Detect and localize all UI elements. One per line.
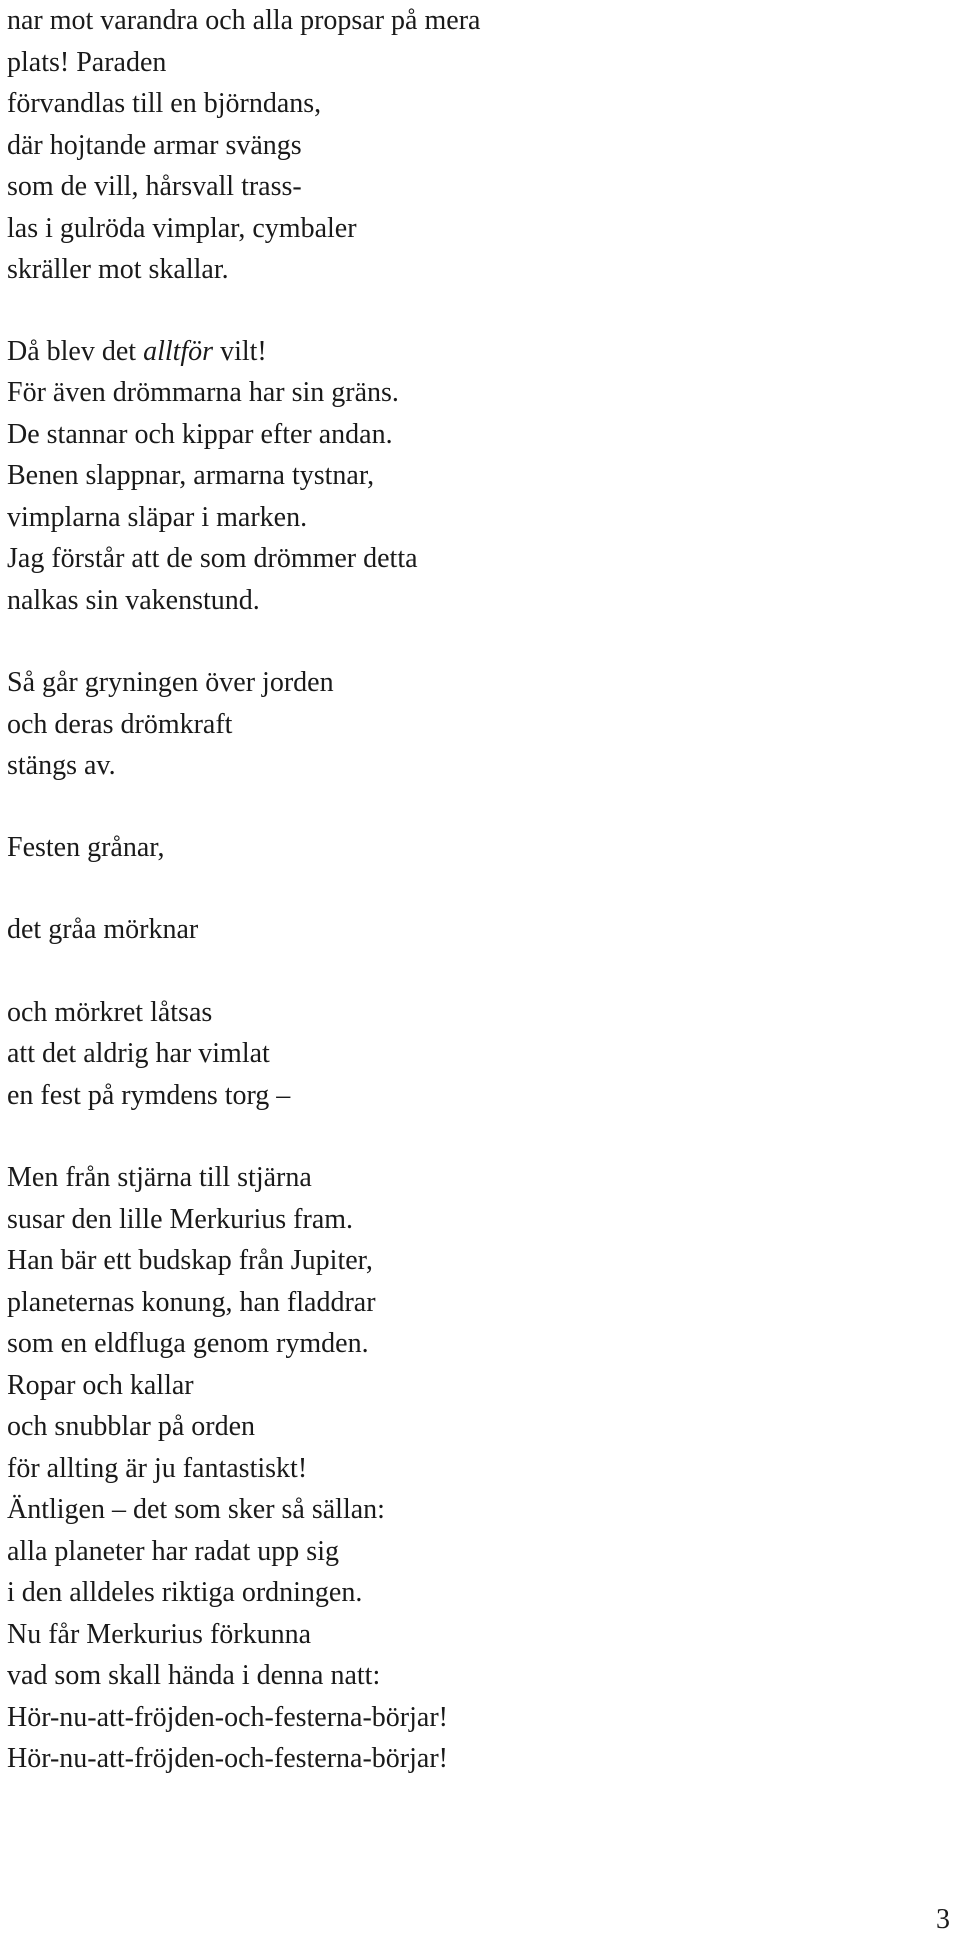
- poem-line: susar den lille Merkurius fram.: [7, 1203, 354, 1235]
- poem-line: Han bär ett budskap från Jupiter,: [7, 1245, 373, 1276]
- stanza-6: [7, 992, 947, 1117]
- poem-line: planeternas konung, han fladdrar: [7, 1286, 376, 1318]
- poem-line: i den alldeles riktiga ordningen.: [7, 1577, 363, 1608]
- poem-line: Festen grånar,: [7, 831, 165, 863]
- poem-line: Ropar och kallar: [7, 1369, 194, 1401]
- poem-line: vimplarna släpar i marken.: [7, 501, 308, 533]
- poem-line: nar mot varandra och alla propsar på mera: [7, 5, 481, 36]
- stanza-2: [7, 331, 947, 622]
- poem-line: stängs av.: [7, 750, 116, 781]
- poem-line: vad som skall hända i denna natt:: [7, 1660, 381, 1691]
- emphasized-word: alltför: [143, 335, 214, 367]
- poem-line: där hojtande armar svängs: [7, 129, 302, 161]
- stanza-4: [7, 827, 947, 869]
- line-text: vilt!: [213, 335, 267, 367]
- poem-line: Så går gryningen över jorden: [7, 667, 334, 698]
- poem-line: skräller mot skallar.: [7, 254, 229, 285]
- poem-line: Hör-nu-att-fröjden-och-festerna-börjar!: [7, 1701, 448, 1733]
- poem-line: att det aldrig har vimlat: [7, 1038, 270, 1069]
- poem-line: Nu får Merkurius förkunna: [7, 1618, 312, 1650]
- poem-line: plats! Paraden: [7, 46, 167, 78]
- poem-line: en fest på rymdens torg –: [7, 1079, 291, 1111]
- poem-line: Äntligen – det som sker så sällan:: [7, 1494, 385, 1525]
- poem-line: förvandlas till en björndans,: [7, 88, 322, 119]
- poem-line: och mörkret låtsas: [7, 996, 213, 1028]
- stanza-1: [7, 0, 947, 291]
- poem-line: Hör-nu-att-fröjden-och-festerna-börjar!: [7, 1743, 448, 1774]
- poem-line: för allting är ju fantastiskt!: [7, 1452, 308, 1484]
- poem-line: alla planeter har radat upp sig: [7, 1535, 339, 1567]
- poem-line: las i gulröda vimplar, cymbaler: [7, 212, 357, 244]
- poem-line-with-emphasis: [7, 331, 947, 373]
- stanza-5: [7, 909, 947, 951]
- poem-text: [7, 0, 947, 1780]
- poem-line: som en eldfluga genom rymden.: [7, 1328, 369, 1359]
- poem-line: De stannar och kippar efter andan.: [7, 418, 393, 450]
- poem-line: nalkas sin vakenstund.: [7, 584, 260, 616]
- line-text: Då blev det: [7, 335, 144, 367]
- poem-line: Jag förstår att de som drömmer detta: [7, 543, 418, 574]
- poem-line: det gråa mörknar: [7, 914, 199, 945]
- poem-line: Men från stjärna till stjärna: [7, 1162, 312, 1193]
- stanza-3: [7, 662, 947, 787]
- poem-line: och snubblar på orden: [7, 1411, 256, 1442]
- poem-line: Benen slappnar, armarna tystnar,: [7, 460, 375, 491]
- stanza-7: [7, 1157, 947, 1780]
- poem-line: För även drömmarna har sin gräns.: [7, 377, 399, 408]
- page-number: 3: [936, 1904, 950, 1935]
- poem-line: och deras drömkraft: [7, 708, 233, 740]
- poem-line: som de vill, hårsvall trass-: [7, 171, 302, 202]
